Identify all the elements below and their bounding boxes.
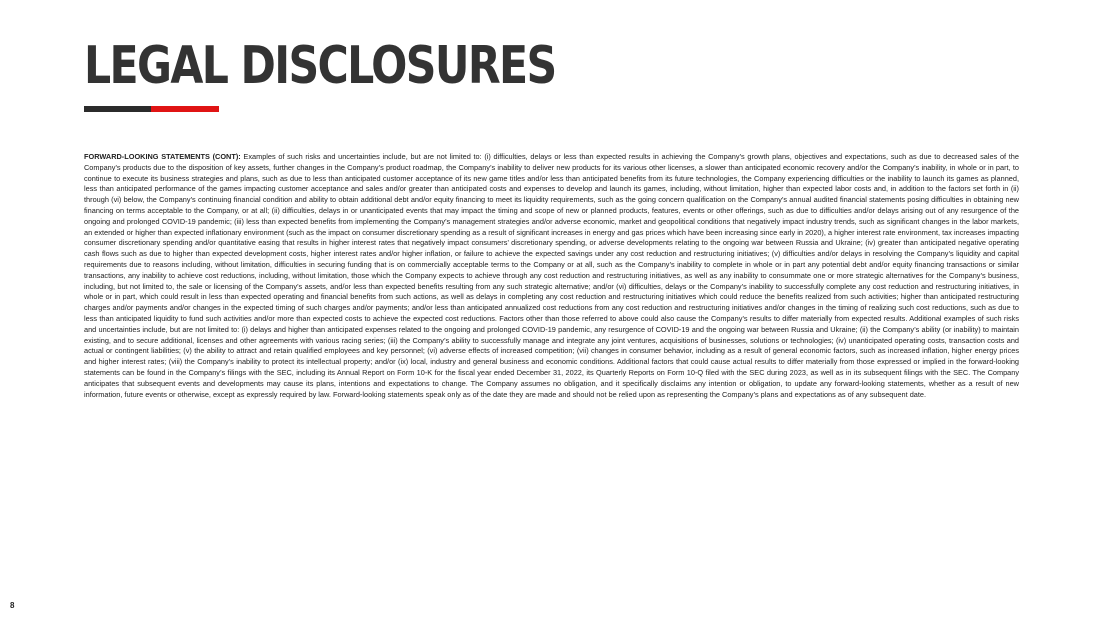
title-underline-red-segment bbox=[151, 106, 219, 112]
disclosure-paragraph bbox=[84, 152, 1019, 400]
title-underline-dark-segment bbox=[84, 106, 151, 112]
title-underline bbox=[84, 106, 219, 112]
page-title: LEGAL DISCLOSURES bbox=[84, 36, 556, 96]
disclosure-body: Examples of such risks and uncertainties include, but are not limited to: (i) difficulties, delays or less than expected results in achieving the Company’s growth plans, objectives and expectations, such as due to decreased sales of the Company’s products due to the disposition of key assets, further changes in the Company’s product roadmap, the Company’s inability to deliver new products for its various other licenses, a slower than anticipated economic recovery and/or the Company’s inability, in whole or in part, to continue to execute its business strategies and plans, such as due to less than anticipated customer acceptance of its new game titles and/or less than anticipated benefits from its future technologies, the Company experiencing difficulties or the inability to launch its games as planned, less than anticipated performance of the games impacting customer acceptance and sales and/or greater than anticipated costs and expenses to develop and launch its games, including, without limitation, higher than expected labor costs and, in addition to the factors set forth in (ii) through (vi) below, the Company’s continuing financial condition and ability to obtain additional debt and/or equity financing to meet its liquidity requirements, such as the going concern qualification on the Company’s annual audited financial statements posing difficulties in obtaining new financing on terms acceptable to the Company, or at all; (ii) difficulties, delays in or unanticipated events that may impact the timing and scope of new or planned products, features, events or other offerings, such as due to difficulties and/or delays arising out of any resurgence of the ongoing and prolonged COVID-19 pandemic; (iii) less than expected benefits from implementing the Company’s management strategies and/or adverse economic, market and geopolitical conditions that negatively impact industry trends, such as significant changes in the labor markets, an extended or higher than expected inflationary environment (such as the impact on consumer discretionary spending as a result of significant increases in energy and gas prices which have been increasing since early in 2020), a higher interest rate environment, tax increases impacting consumer discretionary spending and/or quantitative easing that results in higher interest rates that negatively impact consumers’ discretionary spending, or adverse developments relating to the ongoing war between Russia and Ukraine; (iv) greater than anticipated negative operating cash flows such as due to higher than expected development costs, higher interest rates and/or higher inflation, or failure to achieve the expected savings under any cost reduction and restructuring initiatives; (v) difficulties and/or delays in resolving the Company’s liquidity and capital requirements due to reasons including, without limitation, difficulties in securing funding that is on commercially acceptable terms to the Company or at all, such as the Company’s inability to complete in whole or in part any potential debt and/or equity financing transactions or similar transactions, any inability to achieve cost reductions, including, without limitation, those which the Company expects to achieve through any cost reduction and restructuring initiatives, as well as any inability to consummate one or more strategic alternatives for the Company’s business, including, but not limited to, the sale or licensing of the Company’s assets, and/or less than expected benefits resulting from any such strategic alternative; and/or (vi) difficulties, delays or the Company’s inability to successfully complete any cost reduction and restructuring initiatives, in whole or in part, which could result in less than expected operating and financial benefits from such actions, as well as delays in completing any cost reduction and restructuring initiatives which could reduce the benefits realized from such activities; higher than anticipated restructuring charges and/or payments and/or changes in the expected timing of such charges and/or payments; and/or less than anticipated annualized cost reductions from any cost reduction and restructuring initiatives and/or changes in the timing of realizing such cost reductions, such as due to less than anticipated liquidity to fund such activities and/or more than expected costs to achieve the expected cost reductions. Factors other than those referred to above could also cause the Company’s results to differ materially from expected results. Additional examples of such risks and uncertainties include, but are not limited to: (i) delays and higher than anticipated expenses related to the ongoing and prolonged COVID-19 pandemic, any resurgence of COVID-19 and the ongoing war between Russia and Ukraine; (ii) the Company’s ability (or inability) to maintain existing, and to secure additional, licenses and other agreements with various racing series; (iii) the Company’s ability to successfully manage and integrate any joint ventures, acquisitions of businesses, solutions or technologies; (iv) unanticipated operating costs, transaction costs and actual or contingent liabilities; (v) the ability to attract and retain qualified employees and key personnel; (vi) adverse effects of increased competition; (vii) changes in consumer behavior, including as a result of general economic factors, such as increased inflation, higher energy prices and higher interest rates; (viii) the Company’s inability to protect its intellectual property; and/or (ix) local, industry and general business and economic conditions. Additional factors that could cause actual results to differ materially from those expressed or implied in the forward-looking statements can be found in the Company’s filings with the SEC, including its Annual Report on Form 10-K for the fiscal year ended December 31, 2022, its Quarterly Reports on Form 10-Q filed with the SEC during 2023, as well as in its subsequent filings with the SEC. The Company anticipates that subsequent events and developments may cause its plans, intentions and expectations to change. The Company assumes no obligation, and it specifically disclaims any intention or obligation, to update any forward-looking statements, whether as a result of new information, future events or otherwise, except as expressly required by law. Forward-looking statements speak only as of the date they are made and should not be relied upon as representing the Company’s plans and expectations as of any subsequent date. bbox=[84, 152, 1019, 399]
disclosure-lead: FORWARD-LOOKING STATEMENTS (CONT): bbox=[84, 152, 241, 161]
page-number: 8 bbox=[10, 601, 15, 610]
